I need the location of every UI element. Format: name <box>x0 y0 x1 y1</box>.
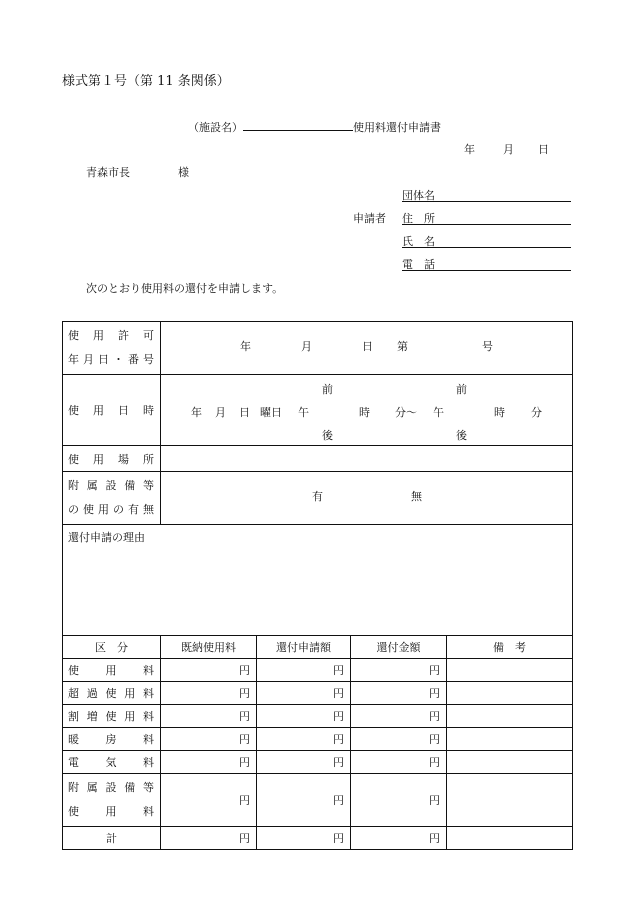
applicant-address-field[interactable] <box>402 210 571 225</box>
fee-paid-cell[interactable]: 円 <box>161 659 257 682</box>
reason-row <box>63 525 573 636</box>
equipment-row <box>63 472 573 525</box>
fee-refund-cell[interactable]: 円 <box>351 751 447 774</box>
date-month: 月 <box>503 143 514 156</box>
fee-paid-cell[interactable]: 円 <box>161 774 257 827</box>
equipment-no: 無 <box>411 490 422 503</box>
permit-month: 月 <box>301 340 312 353</box>
dt-day: 日 <box>239 406 250 419</box>
fee-header-remarks: 備 考 <box>447 636 573 659</box>
fee-row-overtime <box>63 682 573 705</box>
applicant-name-label: 氏 名 <box>402 235 435 248</box>
fee-requested-cell[interactable]: 円 <box>257 728 351 751</box>
date-day: 日 <box>538 143 549 156</box>
fee-label-overtime: 超過使用料 <box>63 682 161 705</box>
datetime-value[interactable] <box>161 375 573 446</box>
fee-remarks-cell[interactable] <box>447 751 573 774</box>
dt-am-2: 前 <box>456 383 467 396</box>
permit-label-line1: 使用許可 <box>68 329 154 342</box>
permit-value[interactable] <box>161 322 573 375</box>
dt-month: 月 <box>215 406 226 419</box>
equipment-yes: 有 <box>312 490 323 503</box>
applicant-phone-field[interactable] <box>402 256 571 271</box>
fee-refund-cell[interactable]: 円 <box>351 774 447 827</box>
form-number: 様式第１号（第 11 条関係） <box>62 74 230 89</box>
fee-row-usage <box>63 659 573 682</box>
date-year: 年 <box>464 143 475 156</box>
fee-refund-cell[interactable]: 円 <box>351 682 447 705</box>
applicant-name-field[interactable] <box>402 233 571 248</box>
fee-requested-cell[interactable]: 円 <box>257 774 351 827</box>
fee-paid-cell[interactable]: 円 <box>161 705 257 728</box>
equipment-value[interactable] <box>161 472 573 525</box>
applicant-label: 申請者 <box>353 212 386 225</box>
fee-remarks-cell[interactable] <box>447 774 573 827</box>
place-label: 使用場所 <box>63 446 161 472</box>
permit-dai: 第 <box>397 340 408 353</box>
fee-refund-cell[interactable]: 円 <box>351 659 447 682</box>
reason-label: 還付申請の理由 <box>68 531 145 544</box>
fee-remarks-cell[interactable] <box>447 827 573 850</box>
dt-gozen-2: 午 <box>433 406 444 419</box>
datetime-label: 使用日時 <box>63 375 161 446</box>
dt-am-1: 前 <box>322 383 333 396</box>
fee-row-electricity <box>63 751 573 774</box>
fee-header-requested: 還付申請額 <box>257 636 351 659</box>
equipment-label-line2: の使用の有無 <box>68 503 154 516</box>
title-text: 使用料還付申請書 <box>353 121 441 134</box>
fee-label-usage: 使用料 <box>63 659 161 682</box>
place-value[interactable] <box>161 446 573 472</box>
reason-field[interactable] <box>63 525 573 636</box>
fee-header-row <box>63 636 573 659</box>
intro-text: 次のとおり使用料の還付を申請します。 <box>86 282 284 295</box>
dt-year: 年 <box>191 406 202 419</box>
dt-weekday: 曜日 <box>260 406 282 419</box>
fee-label-surcharge: 割増使用料 <box>63 705 161 728</box>
fee-refund-cell[interactable]: 円 <box>351 728 447 751</box>
fee-refund-cell[interactable]: 円 <box>351 705 447 728</box>
fee-header-refund: 還付金額 <box>351 636 447 659</box>
fee-label-total: 計 <box>63 827 161 850</box>
dt-gozen-1: 午 <box>298 406 309 419</box>
addressee-honorific: 様 <box>178 166 189 179</box>
dt-pm-2: 後 <box>456 429 467 442</box>
fee-label-heating: 暖房料 <box>63 728 161 751</box>
fee-row-heating <box>63 728 573 751</box>
addressee-name: 青森市長 <box>86 166 130 179</box>
refund-form-table <box>62 321 573 850</box>
date-line <box>464 141 549 157</box>
fee-paid-cell[interactable]: 円 <box>161 751 257 774</box>
fee-header-paid: 既納使用料 <box>161 636 257 659</box>
fee-remarks-cell[interactable] <box>447 659 573 682</box>
applicant-address-label: 住 所 <box>402 212 435 225</box>
fee-paid-cell[interactable]: 円 <box>161 728 257 751</box>
fee-label-electricity: 電気料 <box>63 751 161 774</box>
fee-remarks-cell[interactable] <box>447 728 573 751</box>
permit-go: 号 <box>482 340 493 353</box>
fee-refund-cell[interactable]: 円 <box>351 827 447 850</box>
equipment-label <box>63 472 161 525</box>
facility-name-blank <box>243 118 353 131</box>
permit-year: 年 <box>240 340 251 353</box>
permit-row <box>63 322 573 375</box>
addressee <box>86 164 189 180</box>
applicant-org-field[interactable] <box>402 187 571 202</box>
applicant-phone-label: 電 話 <box>402 258 435 271</box>
facility-name-label: （施設名） <box>188 121 243 134</box>
fee-label-equipment-line1: 附属設備等 <box>68 781 154 794</box>
fee-label-equipment-line2: 使用料 <box>68 805 154 818</box>
place-row <box>63 446 573 472</box>
datetime-row <box>63 375 573 446</box>
fee-label-equipment <box>63 774 161 827</box>
applicant-org-label: 団体名 <box>402 189 435 202</box>
permit-label-line2: 年月日・番号 <box>68 353 154 366</box>
fee-row-equipment <box>63 774 573 827</box>
fee-row-total <box>63 827 573 850</box>
fee-remarks-cell[interactable] <box>447 705 573 728</box>
dt-hour-1: 時 <box>359 406 370 419</box>
dt-hour-2: 時 <box>494 406 505 419</box>
fee-paid-cell[interactable]: 円 <box>161 827 257 850</box>
fee-header-category: 区 分 <box>63 636 161 659</box>
fee-requested-cell[interactable]: 円 <box>257 682 351 705</box>
fee-remarks-cell[interactable] <box>447 682 573 705</box>
dt-min: 分 <box>531 406 542 419</box>
dt-pm-1: 後 <box>322 429 333 442</box>
fee-requested-cell[interactable]: 円 <box>257 751 351 774</box>
fee-requested-cell[interactable]: 円 <box>257 705 351 728</box>
fee-requested-cell[interactable]: 円 <box>257 659 351 682</box>
fee-row-surcharge <box>63 705 573 728</box>
dt-min-tilde: 分～ <box>395 406 417 419</box>
permit-day: 日 <box>362 340 373 353</box>
fee-paid-cell[interactable]: 円 <box>161 682 257 705</box>
permit-label <box>63 322 161 375</box>
document-title <box>188 118 441 135</box>
equipment-label-line1: 附属設備等 <box>68 479 154 492</box>
fee-requested-cell[interactable]: 円 <box>257 827 351 850</box>
